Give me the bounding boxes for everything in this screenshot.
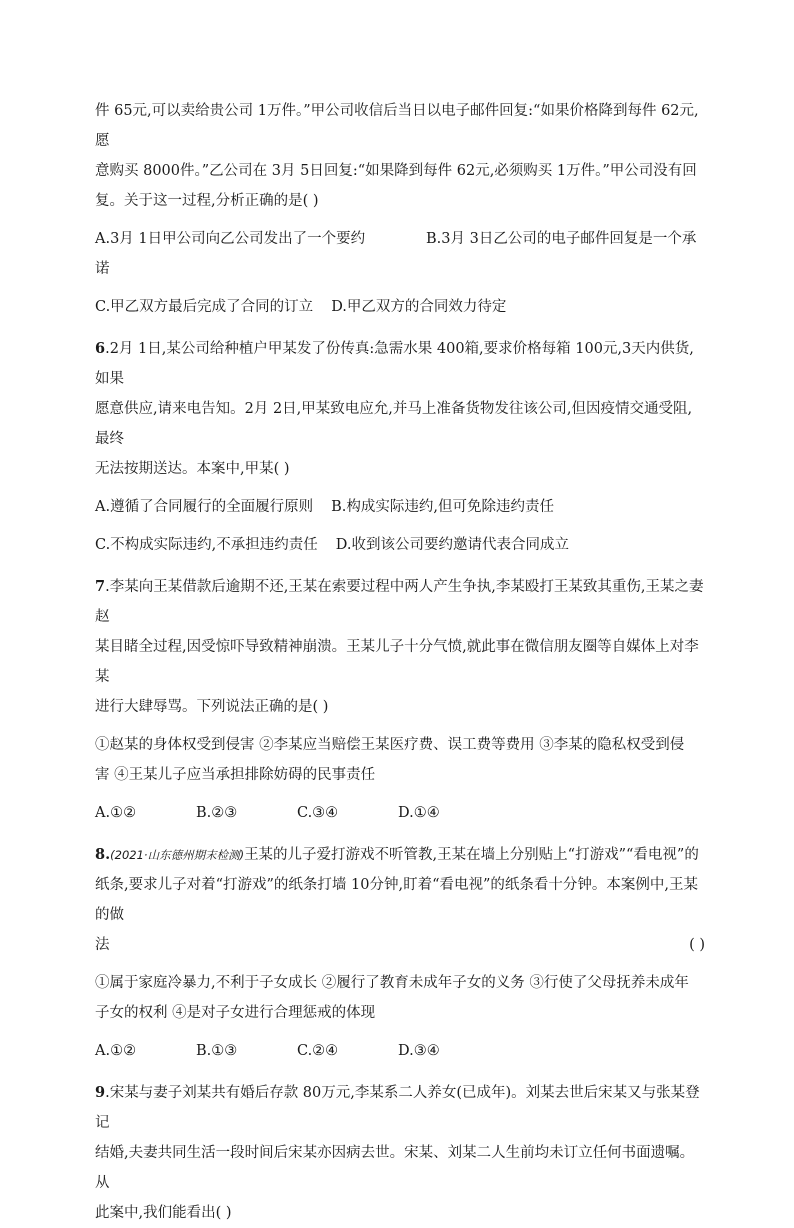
option-d: D.甲乙双方的合同效力待定 [331,299,507,315]
question-6-stem [95,334,705,484]
question-7-stem [95,572,705,722]
question-number: 6 [95,340,106,357]
question-6 [95,334,705,560]
options-row [95,1036,705,1066]
question-7-items [95,730,705,790]
option-b: B.构成实际违约,但可免除违约责任 [331,499,554,515]
options-row-b-cont [95,254,705,284]
stem-line: 进行大肆辱骂。下列说法正确的是( ) [95,699,329,715]
stem-line: 某目睹全过程,因受惊吓导致精神崩溃。王某儿子十分气愤,就此事在微信朋友圈等自媒体上对李某 [95,639,699,685]
stem-line: 纸条,要求儿子对着“打游戏”的纸条打墙 10分钟,盯着“看电视”的纸条看十分钟。本案例中,王某的做 [95,877,699,923]
option-d: D.③④ [398,1043,440,1059]
items-line: ①赵某的身体权受到侵害 ②李某应当赔偿王某医疗费、误工费等费用 ③李某的隐私权受到侵 [95,737,685,753]
stem-line: 法 [95,937,110,953]
question-number: 8 [95,846,106,863]
question-5 [95,96,705,322]
question-source: (2021·山东德州期末检测) [110,848,245,862]
option-c: C.不构成实际违约,不承担违约责任 [95,537,318,553]
stem-line: 此案中,我们能看出( ) [95,1205,232,1221]
stem-line: 件 65元,可以卖给贵公司 1万件。”甲公司收信后当日以电子邮件回复:“如果价格降到每件 62元,愿 [95,103,699,149]
question-content [95,96,705,1228]
items-line: 子女的权利 ④是对子女进行合理惩戒的体现 [95,1005,376,1021]
options-row [95,798,705,828]
stem-line: 无法按期送达。本案中,甲某( ) [95,461,290,477]
answer-parenthesis: ( ) [689,937,705,953]
stem-line: 王某的儿子爱打游戏不听管教,王某在墙上分别贴上“打游戏”“看电视”的 [244,847,699,863]
question-8-items [95,968,705,1028]
question-number: 7 [95,578,106,595]
stem-line: .宋某与妻子刘某共有婚后存款 80万元,李某系二人养女(已成年)。刘某去世后宋某又与张某登记 [95,1085,700,1131]
option-b: B.②③ [196,805,238,821]
question-9 [95,1078,705,1228]
option-b: B.①③ [196,1043,238,1059]
option-a: A.①② [95,805,137,821]
stem-line: 结婚,夫妻共同生活一段时间后宋某亦因病去世。宋某、刘某二人生前均未订立任何书面遗嘱。从 [95,1145,695,1191]
stem-line: .2月 1日,某公司给种植户甲某发了份传真:急需水果 400箱,要求价格每箱 100元,3天内供货,如果 [95,341,694,387]
options-row-cd [95,530,705,560]
items-line: ①属于家庭冷暴力,不利于子女成长 ②履行了教育未成年子女的义务 ③行使了父母抚养未成年 [95,975,689,991]
option-a: A.3月 1日甲公司向乙公司发出了一个要约 [95,231,366,247]
option-b: B.3月 3日乙公司的电子邮件回复是一个承 [426,231,697,247]
option-d: D.收到该公司要约邀请代表合同成立 [335,537,570,553]
options-row-cd [95,292,705,322]
question-8-stem: 8.(2021·山东德州期末检测)王某的儿子爱打游戏不听管教,王某在墙上分别贴上“打游戏”“看电视”的 纸条,要求儿子对着“打游戏”的纸条打墙 10分钟,盯着“看电视”的纸条看十分钟。本案例中,王某的做 法 ( ) [95,840,705,960]
items-line: 害 ④王某儿子应当承担排除妨碍的民事责任 [95,767,376,783]
question-8 [95,840,705,1066]
option-a: A.①② [95,1043,137,1059]
option-c: C.③④ [297,805,339,821]
stem-line: 愿意供应,请来电告知。2月 2日,甲某致电应允,并马上准备货物发往该公司,但因疫情交通受阻,最终 [95,401,693,447]
question-7 [95,572,705,828]
options-row-ab [95,224,705,254]
options-row-ab [95,492,705,522]
stem-line: 意购买 8000件。”乙公司在 3月 5日回复:“如果降到每件 62元,必须购买 1万件。”甲公司没有回 [95,163,697,179]
option-c: C.甲乙双方最后完成了合同的订立 [95,299,314,315]
option-d: D.①④ [398,805,440,821]
option-c: C.②④ [297,1043,339,1059]
stem-line: 复。关于这一过程,分析正确的是( ) [95,193,319,209]
option-a: A.遵循了合同履行的全面履行原则 [95,499,314,515]
stem-line: .李某向王某借款后逾期不还,王某在索要过程中两人产生争执,李某殴打王某致其重伤,王某之妻赵 [95,579,704,625]
question-number: 9 [95,1084,106,1101]
question-5-stem [95,96,705,216]
question-9-stem [95,1078,705,1228]
option-b-continued: 诺 [95,261,110,277]
